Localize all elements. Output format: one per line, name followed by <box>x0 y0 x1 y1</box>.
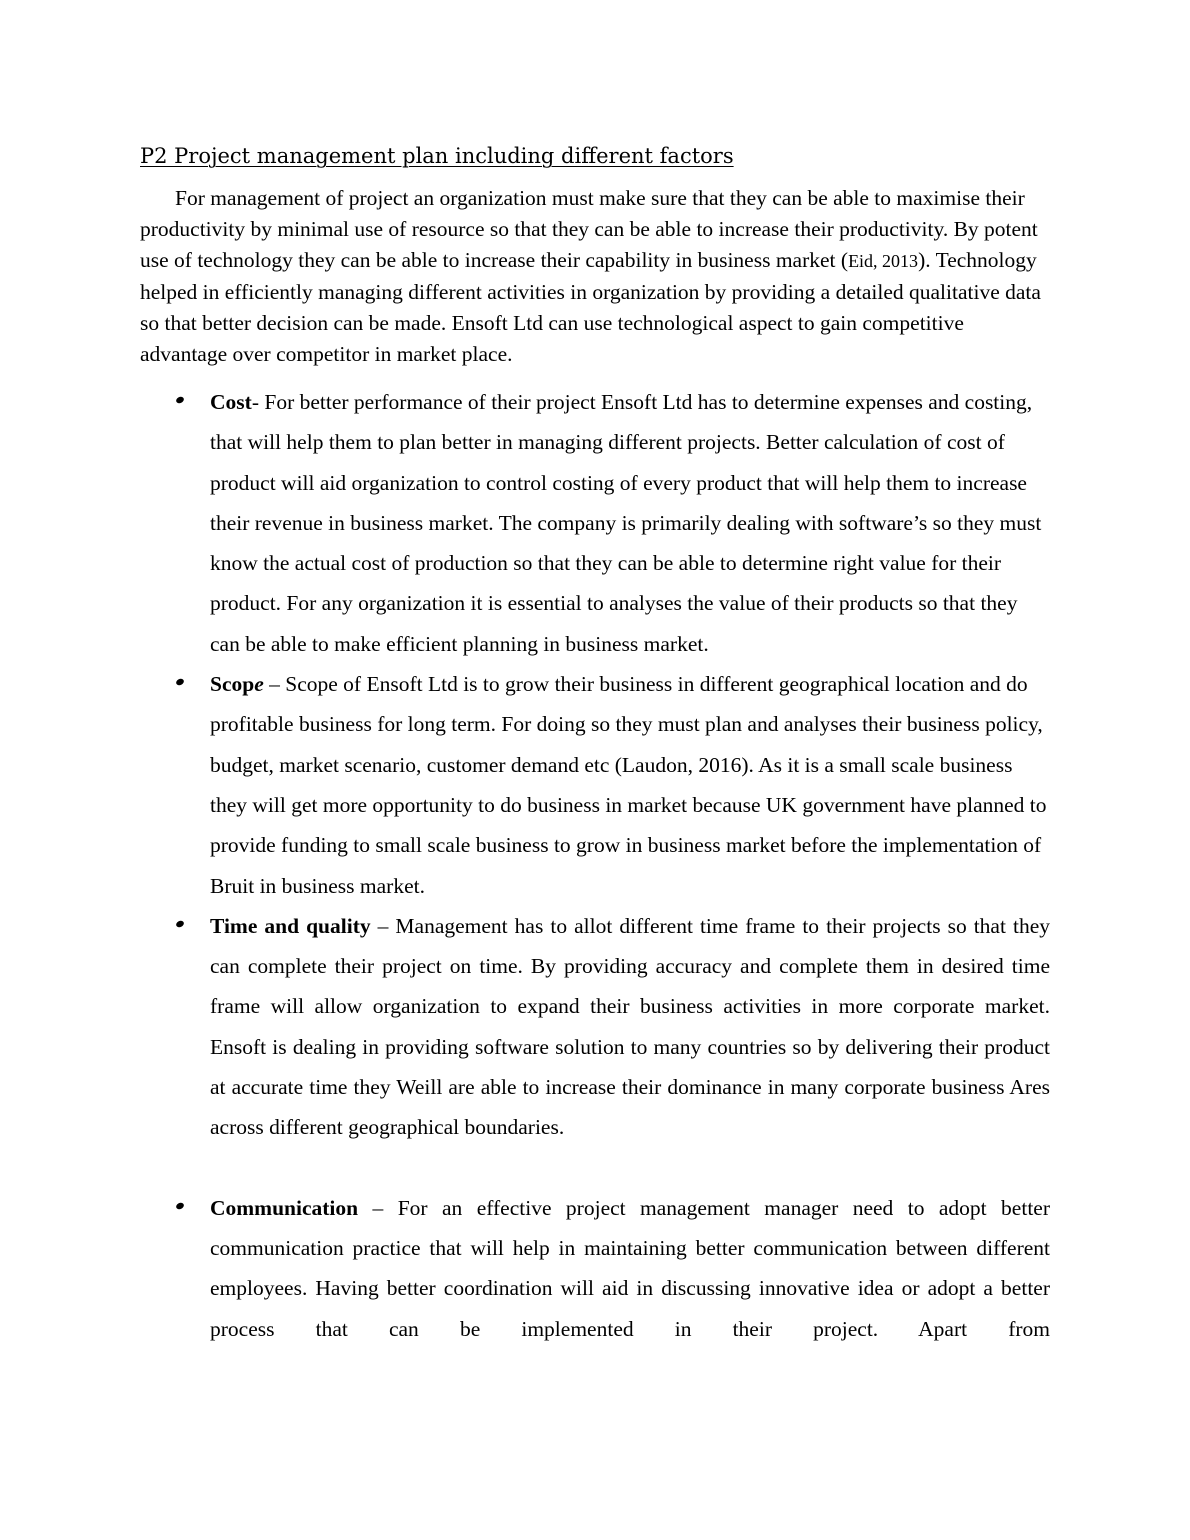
bullet-text: For an effective project management manager need to adopt better communication practice that will help in maintaining better communication between different employees. Having better coordination will aid in discussing innovative idea or adopt a better process that can be implemented in their project. Apart from <box>210 1195 1050 1341</box>
factor-list <box>140 382 1050 1349</box>
intro-citation: Eid, 2013 <box>848 251 919 271</box>
bullet-separator: – <box>370 913 396 938</box>
bullet-label: Scop <box>210 672 255 697</box>
bullet-icon <box>175 396 185 404</box>
list-item-time-quality <box>140 906 1050 1148</box>
bullet-separator: – <box>358 1195 398 1220</box>
bullet-text: For better performance of their project Ensoft Ltd has to determine expenses and costing, that will help them to plan better in managing different projects. Better calculation of cost of product will aid organization to control costing of every product that will help them to increase their revenue in business market. The company is primarily dealing with software’s so they must know the actual cost of production so that they can be able to determine right value for their product. For any organization it is essential to analyses the value of their products so that they can be able to make efficient planning in business market. <box>210 390 1042 656</box>
list-item-cost <box>140 382 1050 664</box>
list-item-communication <box>140 1188 1050 1349</box>
bullet-separator: - <box>251 390 265 414</box>
bullet-icon <box>175 678 185 686</box>
intro-text-part1: For management of project an organization must make sure that they can be able to maximise their productivity by minimal use of resource so that they can be able to increase their productivity. By potent use of technology they can be able to increase their capability in business market ( <box>140 186 1038 272</box>
bullet-label: Time and quality <box>210 913 371 938</box>
list-item-scope <box>140 664 1050 906</box>
bullet-label: Cost <box>210 390 252 414</box>
section-heading: P2 Project management plan including different factors <box>140 144 734 168</box>
bullet-text: Scope of Ensoft Ltd is to grow their business in different geographical location and do profitable business for long term. For doing so they must plan and analyses their business policy, budget, market scenario, customer demand etc (Laudon, 2016). As it is a small scale business they will get more opportunity to do business in market because UK government have planned to provide funding to small scale business to grow in business market before the implementation of Bruit in business market. <box>210 672 1047 898</box>
bullet-text: Management has to allot different time frame to their projects so that they can complete their project on time. By providing accuracy and complete them in desired time frame will allow organization to expand their business activities in more corporate market. Ensoft is dealing in providing software solution to many countries so by delivering their product at accurate time they Weill are able to increase their dominance in many corporate business Ares across different geographical boundaries. <box>210 913 1050 1140</box>
intro-paragraph <box>140 183 1050 370</box>
bullet-icon <box>175 920 185 928</box>
bullet-label: Communication <box>210 1195 359 1220</box>
bullet-separator: – <box>263 672 286 697</box>
bullet-icon <box>175 1202 185 1210</box>
bullet-label-suffix: e <box>254 672 264 697</box>
intro-text-part2: ). Technology helped in efficiently managing different activities in organization by providing a detailed qualitative data so that better decision can be made. Ensoft Ltd can use technological aspect to gain competitive advantage over competitor in market place. <box>140 248 1041 366</box>
